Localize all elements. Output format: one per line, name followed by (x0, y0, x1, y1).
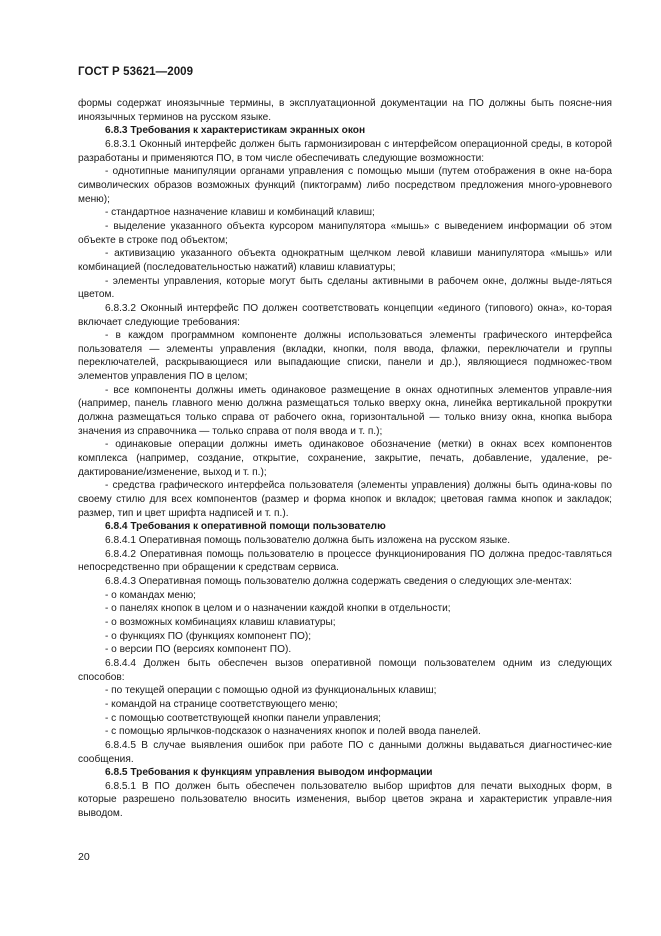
list-item: - стандартное назначение клавиш и комбинаций клавиш; (105, 207, 375, 219)
paragraph: 6.8.4.3 Оперативная помощь пользователю должна содержать сведения о следующих эле-ментах: (105, 575, 572, 587)
list-item: - по текущей операции с помощью одной из функциональных клавиш; (105, 685, 437, 697)
paragraph: 6.8.4.5 В случае выявления ошибок при работе ПО с данными должны выдаваться диагностичес-кие сообщения. (78, 739, 612, 765)
list-item: - с помощью соответствующей кнопки панели управления; (105, 712, 381, 724)
page-number: 20 (78, 851, 90, 863)
list-item: - активизацию указанного объекта однократным щелчком левой клавиши манипулятора «мышь» или комбинацией (последовательностью нажатий) клавиш клавиатуры; (78, 248, 612, 273)
paragraph: 6.8.4.1 Оперативная помощь пользователю должна быть изложена на русском языке. (105, 535, 511, 546)
list-item: - о версии ПО (версиях компонент ПО). (105, 644, 292, 656)
list-item: - одинаковые операции должны иметь одинаковое обозначение (метки) в окнах всех компонентов комплекса (например, создание, открытие, сохранение, закрытие, печать, добавление, удаление, ре-дактирование/изменение, выход и т. п.); (78, 439, 612, 478)
paragraph: 6.8.4.2 Оперативная помощь пользователю в процессе функционирования ПО должна предос-тавляться непосредственно при обращении к средствам сервиса. (78, 548, 612, 574)
standard-header: ГОСТ Р 53621—2009 (78, 66, 194, 78)
list-item: - элементы управления, которые могут быть сделаны активными в рабочем окне, должны выде-ляться цветом. (78, 275, 612, 301)
list-item: - средства графического интерфейса пользователя (элементы управления) должны быть одина-ковы по своему стилю для всех компонентов (размер и форма кнопок и вкладок; цветовая гамма кнопок и закладок; размер, тип и цвет шрифта надписей и т. п.). (78, 480, 612, 519)
paragraph: формы содержат иноязычные термины, в эксплуатационной документации на ПО должны быть поясне-ния иноязычных терминов на русском языке. (78, 98, 612, 123)
document-body (78, 97, 612, 821)
paragraph: 6.8.3.1 Оконный интерфейс должен быть гармонизирован с интерфейсом операционной среды, в которой разработаны и применяются ПО, в том числе обеспечивать следующие возможности: (78, 138, 612, 164)
section-heading: 6.8.4 Требования к оперативной помощи пользователю (105, 521, 386, 533)
list-item: - в каждом программном компоненте должны использоваться элементы графического интерфейса пользователя — элементы управления (вкладки, кнопки, поля ввода, флажки, переключатели и группы переключателей, раскрывающиеся или выпадающие списки, панели и др.), являющиеся подмножес-твом элементов управления ПО в целом; (78, 330, 612, 383)
list-item: - однотипные манипуляции органами управления с помощью мыши (путем отображения в окне на-бора символических образов возможных функций (пиктограмм) либо посредством предложения много-уровневого меню); (78, 166, 612, 205)
list-item: - о функциях ПО (функциях компонент ПО); (105, 630, 312, 642)
list-item: - все компоненты должны иметь одинаковое размещение в окнах однотипных элементов управле-ния (например, панель главного меню должна размещаться только вверху окна, линейка вертикальной прокрутки должна размещаться только справа от рабочего окна, горизонтальной — только внизу окна, кнопка выбора значения из справочника — только справа от поля ввода и т. п.); (78, 384, 612, 437)
paragraph: 6.8.5.1 В ПО должен быть обеспечен пользователю выбор шрифтов для печати выходных форм, в которые разрешено пользователю вносить изменения, выбор цветов экрана и характеристик управле-ния выводом. (78, 780, 612, 820)
list-item: - командой на странице соответствующего меню; (105, 698, 338, 710)
paragraph: 6.8.4.4 Должен быть обеспечен вызов оперативной помощи пользователем одним из следующих способов: (78, 657, 612, 683)
list-item: - о панелях кнопок в целом и о назначении каждой кнопки в отдельности; (105, 603, 451, 615)
list-item: - о командах меню; (105, 589, 196, 601)
list-item: - с помощью ярлычков-подсказок о назначениях кнопок и полей ввода панелей. (105, 726, 481, 738)
list-item: - о возможных комбинациях клавиш клавиатуры; (105, 616, 336, 628)
section-heading: 6.8.3 Требования к характеристикам экранных окон (105, 125, 366, 137)
list-item: - выделение указанного объекта курсором манипулятора «мышь» с выведением информации об этом объекте в строке под объектом; (78, 220, 612, 246)
section-heading: 6.8.5 Требования к функциям управления выводом информации (105, 767, 433, 779)
paragraph: 6.8.3.2 Оконный интерфейс ПО должен соответствовать концепции «единого (типового) окна», ко-торая включает следующие требования: (78, 302, 612, 328)
